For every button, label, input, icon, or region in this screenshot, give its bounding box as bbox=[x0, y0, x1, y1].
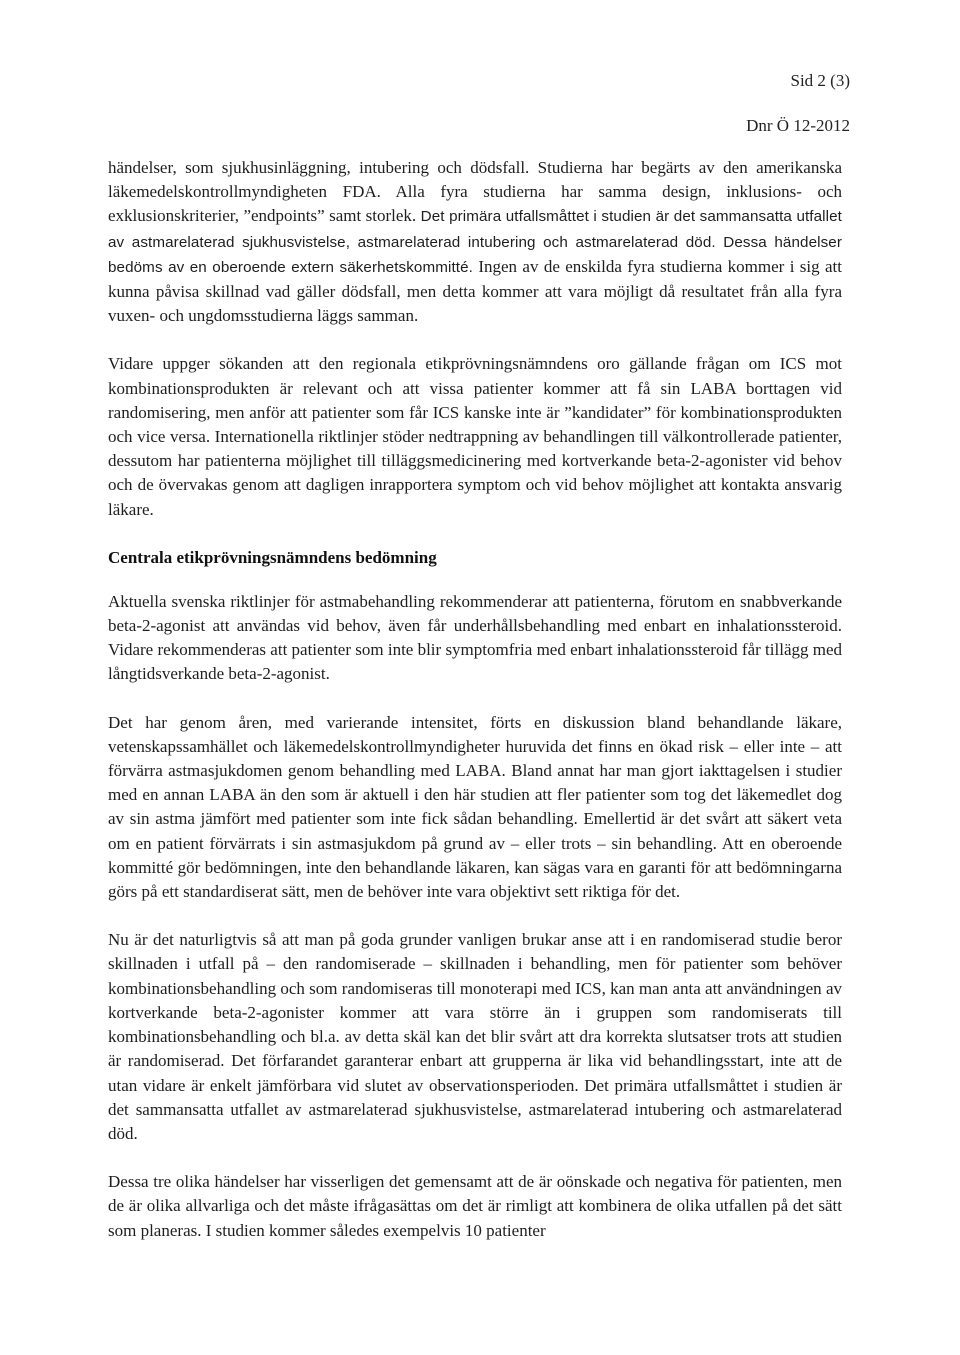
page-number: Sid 2 (3) bbox=[790, 71, 850, 90]
paragraph-1 bbox=[108, 156, 842, 328]
paragraph-2: Vidare uppger sökanden att den regionala etikprövningsnämndens oro gällande frågan om ICS mot kombinationsprodukten är relevant och att vissa patienter kommer att få sin LABA borttagen vid randomisering, men anför att patienter som får ICS kanske inte är ”kandidater” för kombinationsprodukten och vice versa. Internationella riktlinjer stöder nedtrappning av behandlingen till välkontrollerade patienter, dessutom har patienterna möjlighet till tilläggsmedicinering med kortverkande beta-2-agonister vid behov och de övervakas genom att dagligen inrapportera symptom och vid behov möjlighet att kontakta ansvarig läkare. bbox=[108, 354, 842, 519]
paragraph-1-part-c: Ingen av de enskilda fyra studierna kommer i sig att kunna påvisa skillnad vad gäller dödsfall, men detta kommer att vara möjligt då resultatet från alla fyra vuxen- och ungdomsstudierna läggs samman. bbox=[108, 256, 842, 326]
paragraph-5: Nu är det naturligtvis så att man på goda grunder vanligen brukar anse att i en randomiserad studie beror skillnaden i utfall på – den randomiserade – skillnaden i behandling, men för patienter som behöver kombinationsbehandling och som randomiseras till monoterapi med ICS, kan man anta att användningen av kortverkande beta-2-agonister kommer att vara större än i gruppen som randomiserats till kombinationsbehandling och bl.a. av detta skäl kan det blir svårt att dra korrekta slutsatser trots att studien är randomiserad. Det förfarandet garanterar enbart att grupperna är lika vid behandlingsstart, inte att de utan vidare är enkelt jämförbara vid slutet av observationsperioden. Det primära utfallsmåttet i studien är det sammansatta utfallet av astmarelaterad sjukhusvistelse, astmarelaterad intubering och astmarelaterad död. bbox=[108, 930, 842, 1143]
paragraph-4: Det har genom åren, med varierande intensitet, förts en diskussion bland behandlande läkare, vetenskapssamhället och läkemedelskontrollmyndigheter huruvida det finns en ökad risk – eller inte – att förvärra astmasjukdomen genom behandling med LABA. Bland annat har man gjort iakttagelsen i studier med en annan LABA än den som är aktuell i den här studien att fler patienter som tog det läkemedlet dog av sin astma jämfört med patienter som inte fick sådan behandling. Emellertid är det svårt att säkert veta om en patient förvärrats i sin astmasjukdom på grund av – eller trots – sin behandling. Att en oberoende kommitté gör bedömningen, inte den behandlande läkaren, kan sägas vara en garanti för att bedömningarna görs på ett standardiserat sätt, men de behöver inte vara objektivt sett riktiga för det. bbox=[108, 712, 842, 902]
case-number: Dnr Ö 12-2012 bbox=[746, 116, 850, 135]
document-body bbox=[108, 156, 842, 1243]
paragraph-3: Aktuella svenska riktlinjer för astmabehandling rekommenderar att patienterna, förutom en snabbverkande beta-2-agonist att användas vid behov, även får underhållsbehandling med enbart en inhalationssteroid. Vidare rekommenderas att patienter som inte blir symptomfria med enbart inhalationssteroid får tillägg med långtidsverkande beta-2-agonist. bbox=[108, 591, 843, 684]
paragraph-6: Dessa tre olika händelser har visserligen det gemensamt att de är oönskade och negativa för patienten, men de är olika allvarliga och det måste ifrågasättas om det är rimligt att kombinera de olika utfallen på det sätt som planeras. I studien kommer således exempelvis 10 patienter bbox=[108, 1172, 842, 1240]
paragraph-1-part-b: Det primära utfallsmåttet i studien är det sammansatta utfallet av astmarelaterad sjukhusvistelse, astmarelaterad intubering och astmarelaterad död. Dessa händelser bedöms av en oberoende extern säkerhetskommitté. bbox=[108, 208, 842, 276]
paragraph-1-part-a: händelser, som sjukhusinläggning, intubering och dödsfall. Studierna har begärts av den amerikanska läkemedelskontrollmyndigheten FDA. Alla fyra studierna har samma design, inklusions- och exklusionskriterier, ”endpoints” samt storlek. bbox=[108, 158, 842, 226]
section-heading: Centrala etikprövningsnämndens bedömning bbox=[108, 547, 437, 567]
